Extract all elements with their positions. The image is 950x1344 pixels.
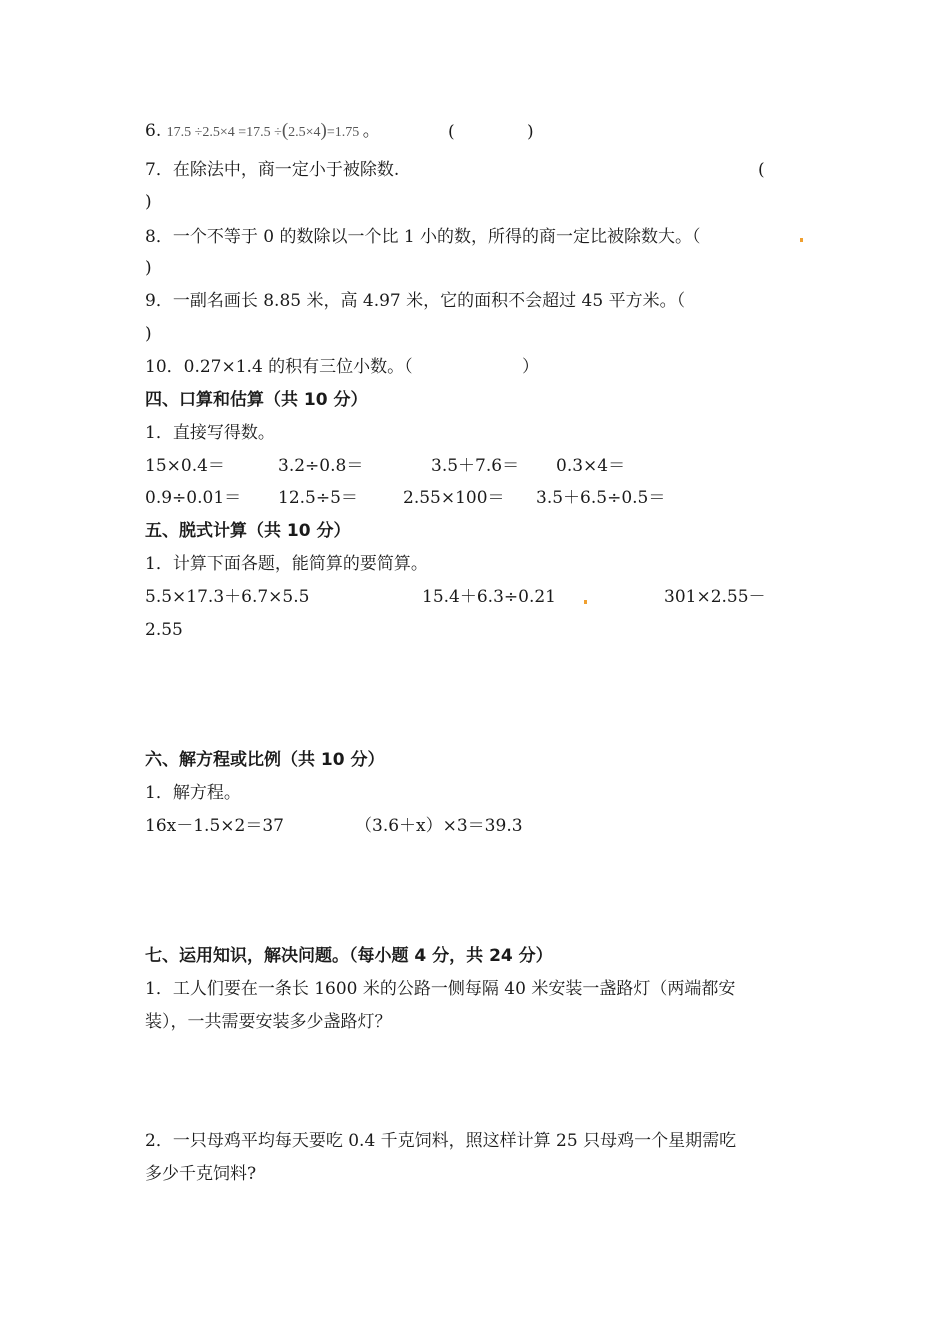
s4-r1-c1: 15×0.4＝ xyxy=(145,456,225,476)
q6-suffix: 。 xyxy=(362,121,380,141)
q8-bracket-close: ) xyxy=(145,258,152,278)
q10-text: 10．0.27×1.4 的积有三位小数。（ xyxy=(145,357,413,377)
q10-bracket-close: ） xyxy=(522,357,539,377)
q9-text: 9．一副名画长 8.85 米，高 4.97 米，它的面积不会超过 45 平方米。（ xyxy=(145,291,686,311)
s4-r2-c3: 2.55×100＝ xyxy=(403,488,505,508)
q6-formula: 17.5 ÷2.5×4 =17.5 ÷(2.5×4)=1.75 xyxy=(166,120,360,141)
s4-r1-c3: 3.5＋7.6＝ xyxy=(431,456,520,476)
section7-title: 七、运用知识，解决问题。（每小题 4 分，共 24 分） xyxy=(145,946,553,966)
s7-q1-line2: 装），一共需要安装多少盏路灯？ xyxy=(145,1012,392,1032)
s4-r2-c1: 0.9÷0.01＝ xyxy=(145,488,242,508)
s5-item-2: 15.4＋6.3÷0.21 xyxy=(422,587,556,607)
s4-r1-c2: 3.2÷0.8＝ xyxy=(278,456,364,476)
s7-q1-line1: 1．工人们要在一条长 1600 米的公路一侧每隔 40 米安装一盏路灯（两端都安 xyxy=(145,979,736,999)
section6-q1-label: 1．解方程。 xyxy=(145,783,241,803)
section5-title: 五、脱式计算（共 10 分） xyxy=(145,521,351,541)
q6-bracket-close: ) xyxy=(527,122,534,142)
s4-r2-c4: 3.5＋6.5÷0.5＝ xyxy=(536,488,666,508)
q9-bracket-close: ) xyxy=(145,324,152,344)
s4-r2-c2: 12.5÷5＝ xyxy=(278,488,358,508)
q6-line xyxy=(145,119,380,145)
orange-mark xyxy=(584,600,587,604)
q8-text: 8．一个不等于 0 的数除以一个比 1 小的数，所得的商一定比被除数大。（ xyxy=(145,227,701,247)
section4-q1-label: 1．直接写得数。 xyxy=(145,423,275,443)
orange-mark xyxy=(800,238,803,242)
q7-bracket-close: ) xyxy=(145,192,152,212)
q7-text: 7．在除法中，商一定小于被除数. xyxy=(145,160,400,180)
s4-r1-c4: 0.3×4＝ xyxy=(556,456,626,476)
s7-q2-line2: 多少千克饲料? xyxy=(145,1164,257,1184)
section4-title: 四、口算和估算（共 10 分） xyxy=(145,390,368,410)
q6-number: 6. xyxy=(145,121,162,141)
q7-bracket-open: ( xyxy=(758,160,765,180)
section5-q1-label: 1．计算下面各题，能简算的要简算。 xyxy=(145,554,428,574)
s5-item-1: 5.5×17.3＋6.7×5.5 xyxy=(145,587,310,607)
s7-q2-line1: 2．一只母鸡平均每天要吃 0.4 千克饲料，照这样计算 25 只母鸡一个星期需吃 xyxy=(145,1131,737,1151)
s6-item-2: （3.6＋x）×3＝39.3 xyxy=(355,816,523,836)
s5-item-3: 301×2.55－ xyxy=(664,587,766,607)
section6-title: 六、解方程或比例（共 10 分） xyxy=(145,750,385,770)
q6-bracket-open: ( xyxy=(448,122,455,142)
s6-item-1: 16x－1.5×2＝37 xyxy=(145,816,284,836)
s5-item-3-wrap: 2.55 xyxy=(145,620,183,640)
